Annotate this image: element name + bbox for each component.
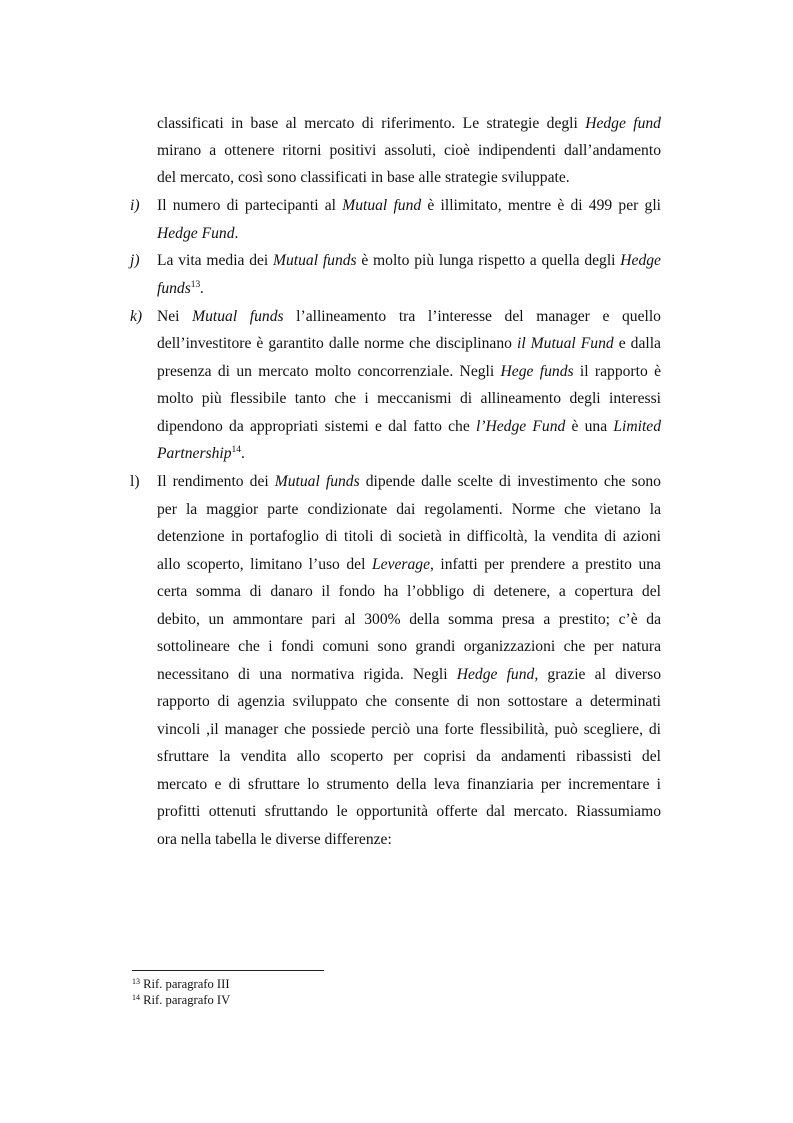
text-line: dipendono da appropriati sistemi e dal fatto che l’Hedge Fund è una Limited bbox=[157, 418, 661, 435]
text-line: Partnership$^{14}$. bbox=[157, 445, 245, 462]
italic-term: Mutual funds bbox=[273, 252, 357, 269]
text-line: sfruttare la vendita allo scoperto per coprisi da andamenti ribassisti del bbox=[157, 748, 661, 765]
list-item-label: k) bbox=[130, 308, 143, 325]
text-line: certa somma di danaro il fondo ha l’obbligo di detenere, a copertura del bbox=[157, 583, 661, 600]
text-line: dell’investitore è garantito dalle norme che disciplinano il Mutual Fund e dalla bbox=[157, 335, 661, 352]
text-line: mirano a ottenere ritorni positivi assoluti, cioè indipendenti dall’andamento bbox=[157, 142, 661, 159]
text-line: profitti ottenuti sfruttando le opportunità offerte dal mercato. Riassumiamo bbox=[157, 803, 661, 820]
list-item-label: j) bbox=[130, 252, 140, 269]
footnote-text: Rif. paragrafo IV bbox=[143, 993, 231, 1007]
list-item-label: l) bbox=[130, 473, 140, 490]
text-line: debito, un ammontare pari al 300% della somma presa a prestito; c’è da bbox=[157, 611, 661, 628]
italic-term: Hege funds bbox=[500, 363, 574, 380]
text-line: vincoli ,il manager che possiede perciò una forte flessibilità, può scegliere, di bbox=[157, 721, 661, 738]
footnote bbox=[132, 993, 230, 1008]
text-line: necessitano di una normativa rigida. Negli Hedge fund, grazie al diverso bbox=[157, 666, 661, 683]
text-line: del mercato, così sono classificati in base alle strategie sviluppate. bbox=[157, 169, 570, 186]
footnote-reference: 14 bbox=[231, 445, 242, 455]
text-line: sottolineare che i fondi comuni sono grandi organizzazioni che per natura bbox=[157, 638, 661, 655]
text-line: Hedge Fund. bbox=[157, 225, 239, 242]
text-line: allo scoperto, limitano l’uso del Leverage, infatti per prendere a prestito una bbox=[157, 556, 661, 573]
italic-term: Hedge Fund bbox=[157, 225, 235, 242]
footnote-text: Rif. paragrafo III bbox=[143, 977, 230, 991]
text-line bbox=[157, 279, 661, 299]
italic-term: Limited bbox=[613, 418, 661, 435]
text-line: Il rendimento dei Mutual funds dipende dalle scelte di investimento che sono bbox=[157, 473, 661, 490]
list-item-label: i) bbox=[130, 197, 140, 214]
text-line: classificati in base al mercato di riferimento. Le strategie degli Hedge fund bbox=[157, 115, 661, 132]
italic-term: Hedge fund bbox=[585, 115, 661, 132]
italic-term: Partnership bbox=[157, 445, 232, 462]
text-line: rapporto di agenzia sviluppato che consente di non sottostare a determinati bbox=[157, 693, 661, 710]
text-line: per la maggior parte condizionate dai regolamenti. Norme che vietano la bbox=[157, 501, 661, 518]
italic-term: l’Hedge Fund bbox=[475, 418, 566, 435]
footnote-number: 13 bbox=[132, 977, 140, 986]
italic-term: Hedge fund, bbox=[456, 666, 539, 683]
footnote bbox=[132, 977, 230, 992]
italic-term: Mutual funds bbox=[192, 308, 284, 325]
footnote-reference: 13 bbox=[190, 280, 201, 290]
text-line: Il numero di partecipanti al Mutual fund è illimitato, mentre è di 499 per gli bbox=[157, 197, 661, 214]
text-line: ora nella tabella le diverse differenze: bbox=[157, 831, 392, 848]
footnote-separator bbox=[132, 970, 324, 971]
italic-term: Mutual funds bbox=[274, 473, 360, 490]
footnote-number: 14 bbox=[132, 993, 140, 1002]
italic-term: il Mutual Fund bbox=[516, 335, 614, 352]
text-line: detenzione in portafoglio di titoli di società in difficoltà, la vendita di azioni bbox=[157, 528, 661, 545]
italic-term: Hedge bbox=[620, 252, 661, 269]
text-line: molto più flessibile tanto che i meccanismi di allineamento degli interessi bbox=[157, 390, 661, 407]
italic-term: Mutual fund bbox=[342, 197, 422, 214]
italic-term: funds bbox=[157, 280, 191, 297]
text-line: Nei Mutual funds l’allineamento tra l’interesse del manager e quello bbox=[157, 308, 661, 325]
italic-term: Leverage bbox=[371, 556, 430, 573]
text-line: La vita media dei Mutual funds è molto più lunga rispetto a quella degli Hedge bbox=[157, 252, 661, 269]
italic-term: . bbox=[200, 280, 205, 297]
text-line: mercato e di sfruttare lo strumento della leva finanziaria per incrementare i bbox=[157, 776, 661, 793]
text-line: presenza di un mercato molto concorrenziale. Negli Hege funds il rapporto è bbox=[157, 363, 662, 380]
